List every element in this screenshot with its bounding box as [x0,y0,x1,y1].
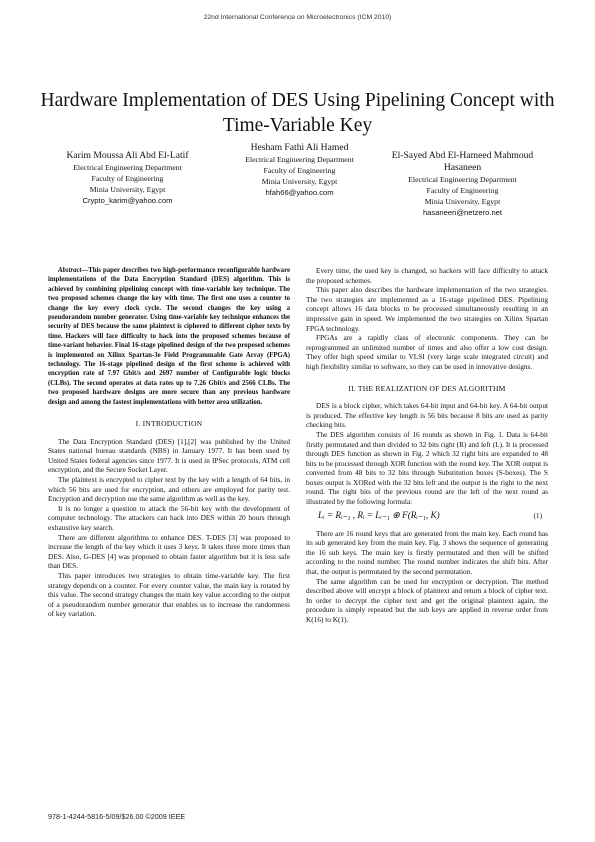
right-column [306,266,548,625]
intro-paragraph: This paper introduces two strategies to obtain time-variable key. The first strategy depends on a counter. For every counter value, the main key is rotated by this value. The second strategy changes the main key value according to the output of a pseudorandom number generator that enables us to increase the randomness of key variation. [48,571,290,619]
conference-header: 22nd International Conference on Microelectronics (ICM 2010) [203,14,392,21]
author-email[interactable]: hfah66@yahoo.com [265,188,334,197]
intro-continued-paragraph: Every time, the used key is changed, so hackers will face difficulty to attack the proposed schemes. [306,266,548,285]
des-paragraph: There are 16 round keys that are generated from the main key. Each round has its sub generated key from the main key. Fig. 3 shows the sequence of generating the 16 sub keys. The main key is firstly permutated and then will be shifted according to the round number. The round number indicates the shift bits. After that, the output is permutated by the second permutation. [306,528,548,577]
abstract-text: This paper describes two high-performance reconfigurable hardware implementations of the Data Encryption Standard (DES) algorithm. This is achieved by combining pipelining concept with time-variable key technique. The two proposed schemes change the key with time. The first one uses a counter to change the key every clock cycle. The second changes the key using a pseudorandom number generator. Using time-variable key technique enhances the security of DES because the same plaintext is ciphered to different cipher texts by time. Hackers will face difficulty to hack into the proposed schemes because of time-variant behavior. Final 16-stage pipelined design of the two proposed schemes is implemented on Xilinx Spartan-3e Field Programmable Gate Array (FPGA) technology. The 16-stage pipelined design of the first scheme is achieved with encryption rate of 7.97 Gbit/s and 2697 number of Configurable logic blocks (CLBs). The second operates at data rates up to 7.26 Gbit/s and 2566 CLBs. The two proposed hardware designs are more secure than any previous hardware design and among the fastest implementations with better area utilization. [48,267,290,406]
copyright-footer: 978-1-4244-5816-5/09/$26.00 ©2009 IEEE [48,812,186,821]
des-paragraph: DES is a block cipher, which takes 64-bit input and 64-bit key. A 64-bit output is produced. The effective key length is 56 bits because 8 bits are used as parity checking bits. [306,401,548,430]
author-block-1 [40,150,215,206]
abstract-label: Abstract [58,267,82,274]
author-dept: Electrical Engineering Department [408,175,517,184]
author-name: Karim Moussa Ali Abd El-Latif [66,150,189,161]
equation-text: Lᵢ = Rᵢ₋₁ , Rᵢ = Lᵢ₋₁ ⊕ F(Rᵢ₋₁, K) [318,509,440,520]
left-column [48,266,290,619]
author-faculty: Faculty of Engineering [263,166,336,175]
author-email[interactable]: hasaneen@netzero.net [422,208,503,217]
section-heading-introduction: I. INTRODUCTION [135,419,203,429]
intro-continued-paragraph: FPGAs are a rapidly class of electronic components. They can be reprogrammed an unlimited number of times and also offer a low cost design. They offer high speed similar to VLSI (very large scale integrated circuit) and high flexibility similar to software, so they can be used in innovative designs. [306,333,548,371]
equation-number: (1) [533,510,542,520]
author-faculty: Faculty of Engineering [91,174,164,183]
author-email[interactable]: Crypto_karim@yahoo.com [82,196,173,205]
author-faculty: Faculty of Engineering [426,186,499,195]
author-university: Minia University, Egypt [261,177,338,186]
author-university: Minia University, Egypt [424,197,501,206]
intro-paragraph: The Data Encryption Standard (DES) [1],[2] was published by the United States national bureau standards (NBS) in January 1977. It has been used by United States federal agencies since 1977. It is used in IPSec protocols, ATM cell encryption, and the Secure Socket Layer. [48,436,290,475]
author-name: Hesham Fathi Ali Hamed [250,142,349,153]
author-name: El-Sayed Abd El-Hameed Mahmoud Hasaneen [391,150,534,173]
abstract: Abstract—This paper describes two high-performance reconfigurable hardware implementations of the Data Encryption Standard (DES) algorithm. This is achieved by combining pipelining concept with time-variable key technique. The two proposed schemes change the key with time. The first one uses a counter to change the key every clock cycle. The second changes the key using a pseudorandom number generator. Using time-variable key technique enhances the security of DES because the same plaintext is ciphered to different cipher texts by time. Hackers will face difficulty to hack into the proposed schemes because of time-variant behavior. Final 16-stage pipelined design of the two proposed schemes is implemented on Xilinx Spartan-3e Field Programmable Gate Array (FPGA) technology. The 16-stage pipelined design of the first scheme is achieved with encryption rate of 7.97 Gbit/s and 2697 number of Configurable logic blocks (CLBs). The second operates at data rates up to 7.26 Gbit/s and 2566 CLBs. The two proposed hardware designs are more secure than any previous hardware design and among the fastest implementations with better area utilization. [48,267,290,406]
author-block-3 [375,150,550,218]
intro-paragraph: It is no longer a question to attack the 56-bit key with the development of computer technology. The attackers can hack into DES within 20 hours through exhaustive key search. [48,503,290,533]
intro-paragraph: There are different algorithms to enhance DES. T-DES [3] was proposed to increase the length of the key which it uses 3 keys. It takes three more times than DES. Also, G-DES [4] was proposed to obtain faster algorithm but it is less safe than DES. [48,532,290,571]
author-dept: Electrical Engineering Department [73,163,182,172]
author-block-2 [212,142,387,198]
author-university: Minia University, Egypt [89,185,166,194]
intro-paragraph: The plaintext is encrypted to cipher text by the key with a length of 64 bits, in which 56 bits are used for encryption, and others are employed for parity test. Encryption and decryption use the same algorithm as well as the key. [48,475,290,504]
des-paragraph: The same algorithm can be used for encryption or decryption. The method described above will encrypt a block of plaintext and return a block of cipher text. In order to decrypt the cipher text and get the original plaintext again, the procedure is simply repeated but the sub keys are applied in reverse order from K(16) to K(1). [306,576,548,624]
intro-continued-paragraph: This paper also describes the hardware implementation of the two strategies. The two strategies are implemented as a 16-stage pipelined DES. Pipelining concept allows 16 data blocks to be processed simultaneously resulting in an impressive gain in speed. We implemented the two strategies on Xilinx Spartan FPGA technology. [306,285,548,333]
section-heading-des-realization: II. THE REALIZATION OF DES ALGORITHM [348,383,506,393]
paper-title: Hardware Implementation of DES Using Pipelining Concept with Time-Variable Key [40,90,555,136]
author-dept: Electrical Engineering Department [245,155,354,164]
des-paragraph: The DES algorithm consists of 16 rounds as shown in Fig. 1. Data is 64-bit firstly permutated and then divided to 32 bits right (R) and left (L). It is processed through DES function as shown in Fig. 2 which 32 right bits are expanded to 48 bits to be processed through XOR function with the round key. The XOR output is converted from 48 bits to 32 bits through Substitution boxes (S-boxes). The S boxes output is XORed with the 32 bits left and the output is the right to the next round. The right bits of the previous round are the left of the next round as illustrated by the following formula: [306,429,548,507]
equation-1 [306,511,548,525]
